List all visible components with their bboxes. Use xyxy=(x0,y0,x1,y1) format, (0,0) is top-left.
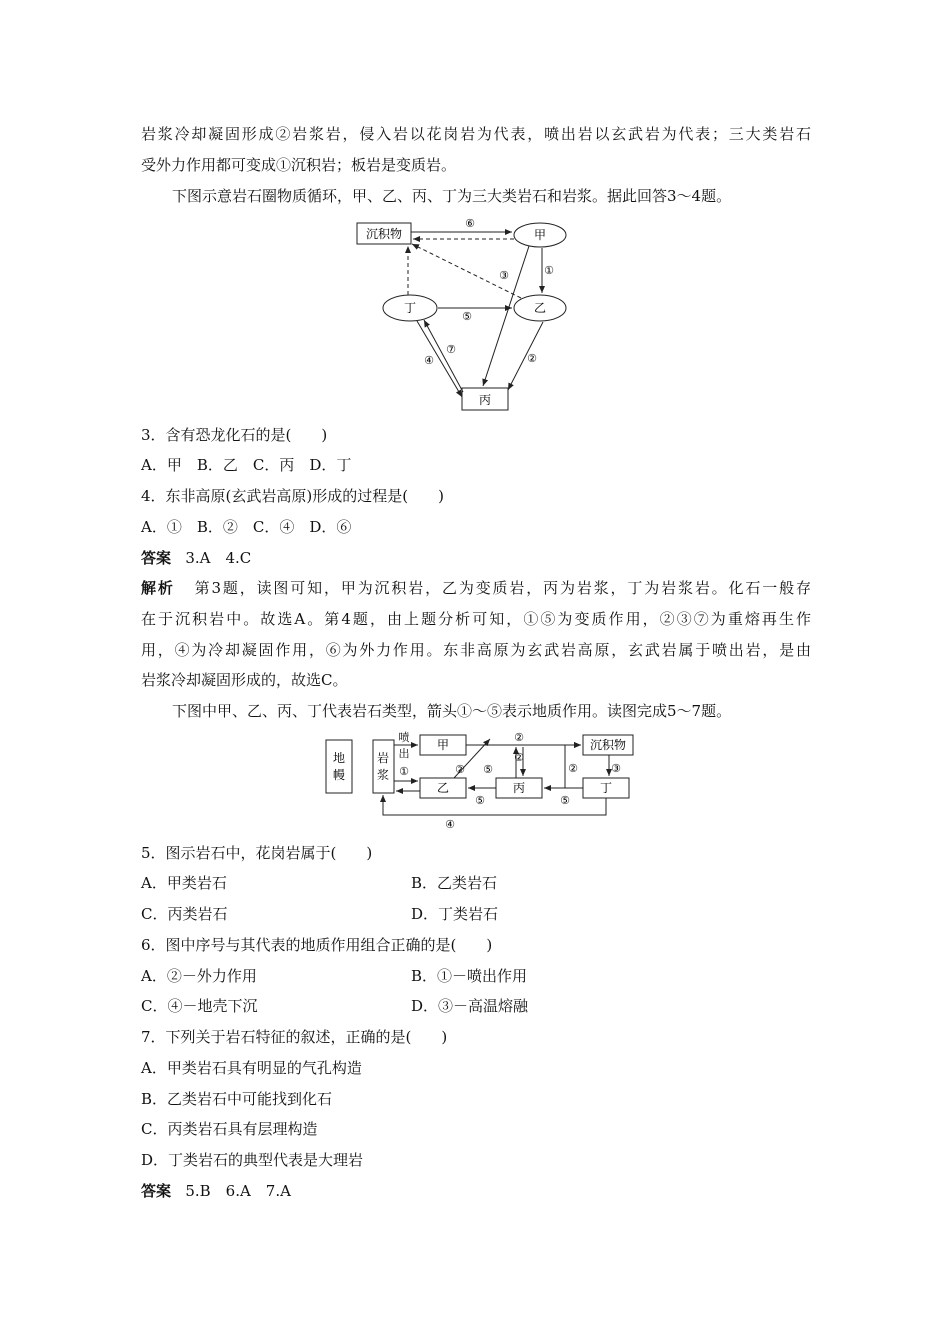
label-7: ⑦ xyxy=(446,343,456,356)
label2-5c: ⑤ xyxy=(560,794,570,807)
q6-option-c: C．④－地壳下沉 xyxy=(141,997,258,1015)
q3-options: A．甲 B．乙 C．丙 D．丁 xyxy=(141,456,352,474)
intro-line-1: 岩浆冷却凝固形成②岩浆岩，侵入岩以花岗岩为代表，喷出岩以玄武岩为代表；三大类岩石 xyxy=(141,125,811,143)
q4-stem: 4．东非高原(玄武岩高原)形成的过程是( ) xyxy=(141,487,444,505)
lead-paragraph-1: 下图示意岩石圈物质循环，甲、乙、丙、丁为三大类岩石和岩浆。据此回答3～4题。 xyxy=(172,187,732,205)
rock-cycle-diagram-1 xyxy=(350,214,590,414)
q5-option-b: B．乙类岩石 xyxy=(411,874,498,892)
label2-1: ① xyxy=(399,765,409,778)
box-yi-label: 乙 xyxy=(436,781,450,795)
node-jia-label: 甲 xyxy=(533,228,547,242)
mantle-label-2: 幔 xyxy=(332,768,346,782)
erupt-label-1: 喷 xyxy=(398,731,410,744)
sediment-label: 沉积物 xyxy=(365,227,403,241)
rock-cycle-diagram-2 xyxy=(320,729,640,831)
analysis-text-1: 第3题，读图可知，甲为沉积岩，乙为变质岩，丙为岩浆，丁为岩浆岩。化石一般存 xyxy=(194,579,811,597)
analysis-label: 解析 xyxy=(141,579,175,597)
intro-line-2: 受外力作用都可变成①沉积岩；板岩是变质岩。 xyxy=(141,156,457,174)
label-2: ② xyxy=(527,352,537,365)
answer-2 xyxy=(141,1181,811,1201)
answer-2-label: 答案 xyxy=(141,1182,172,1200)
arrow-yi-to-bing xyxy=(508,322,543,390)
answer-1-text: 3.A 4.C xyxy=(185,549,252,567)
magma-label-2: 浆 xyxy=(376,768,390,782)
q7-option-b: B．乙类岩石中可能找到化石 xyxy=(141,1090,333,1108)
q6-stem: 6．图中序号与其代表的地质作用组合正确的是( ) xyxy=(141,936,493,954)
label2-5a: ⑤ xyxy=(483,763,493,776)
q5-option-a: A．甲类岩石 xyxy=(141,874,227,892)
analysis-line-4: 岩浆冷却凝固形成的，故选C。 xyxy=(141,671,348,689)
q7-option-a: A．甲类岩石具有明显的气孔构造 xyxy=(141,1059,362,1077)
q6-option-d: D．③－高温熔融 xyxy=(411,997,529,1015)
q3-stem: 3．含有恐龙化石的是( ) xyxy=(141,426,328,444)
node-ding-label: 丁 xyxy=(403,301,417,315)
q4-options: A．① B．② C．④ D．⑥ xyxy=(141,518,352,536)
box-bing-label: 丙 xyxy=(512,781,526,795)
label2-5b: ⑤ xyxy=(475,794,485,807)
q7-option-d: D．丁类岩石的典型代表是大理岩 xyxy=(141,1151,364,1169)
q7-option-c: C．丙类岩石具有层理构造 xyxy=(141,1120,318,1138)
label-6: ⑥ xyxy=(465,217,475,230)
node-bing-label: 丙 xyxy=(478,393,492,407)
label-1: ① xyxy=(544,264,554,277)
q5-stem: 5．图示岩石中，花岗岩属于( ) xyxy=(141,844,373,862)
magma-box xyxy=(373,740,394,793)
label2-4: ④ xyxy=(445,818,455,831)
sediment-label-2: 沉积物 xyxy=(589,738,627,752)
answer-1 xyxy=(141,548,811,568)
label-5: ⑤ xyxy=(462,310,472,323)
label-4: ④ xyxy=(424,354,434,367)
q5-option-c: C．丙类岩石 xyxy=(141,905,228,923)
label2-2c: ② xyxy=(514,751,524,764)
analysis-line-1 xyxy=(141,578,811,598)
label2-2d: ② xyxy=(568,762,578,775)
lead-paragraph-2: 下图中甲、乙、丙、丁代表岩石类型，箭头①～⑤表示地质作用。读图完成5～7题。 xyxy=(172,702,732,720)
mantle-box xyxy=(326,740,352,793)
label2-3: ③ xyxy=(611,762,621,775)
q5-option-d: D．丁类岩石 xyxy=(411,905,499,923)
magma-label-1: 岩 xyxy=(376,751,390,765)
box-ding-label: 丁 xyxy=(599,781,613,795)
erupt-label-2: 出 xyxy=(398,747,410,760)
answer-1-label: 答案 xyxy=(141,549,172,567)
analysis-line-2: 在于沉积岩中。故选A。第4题，由上题分析可知，①⑤为变质作用，②③⑦为重熔再生作 xyxy=(141,610,811,628)
q6-option-a: A．②－外力作用 xyxy=(141,967,257,985)
label2-2a: ② xyxy=(455,763,465,776)
node-yi-label: 乙 xyxy=(533,301,547,315)
mantle-label-1: 地 xyxy=(332,751,346,765)
label2-2b: ② xyxy=(514,731,524,744)
q6-option-b: B．①－喷出作用 xyxy=(411,967,528,985)
label-3: ③ xyxy=(499,269,509,282)
answer-2-text: 5.B 6.A 7.A xyxy=(185,1182,291,1200)
box-jia-label: 甲 xyxy=(436,738,450,752)
arrow-ding-to-magma xyxy=(383,795,606,815)
analysis-line-3: 用，④为冷却凝固作用，⑥为外力作用。东非高原为玄武岩高原，玄武岩属于喷出岩，是由 xyxy=(141,641,811,659)
q7-stem: 7．下列关于岩石特征的叙述，正确的是( ) xyxy=(141,1028,448,1046)
